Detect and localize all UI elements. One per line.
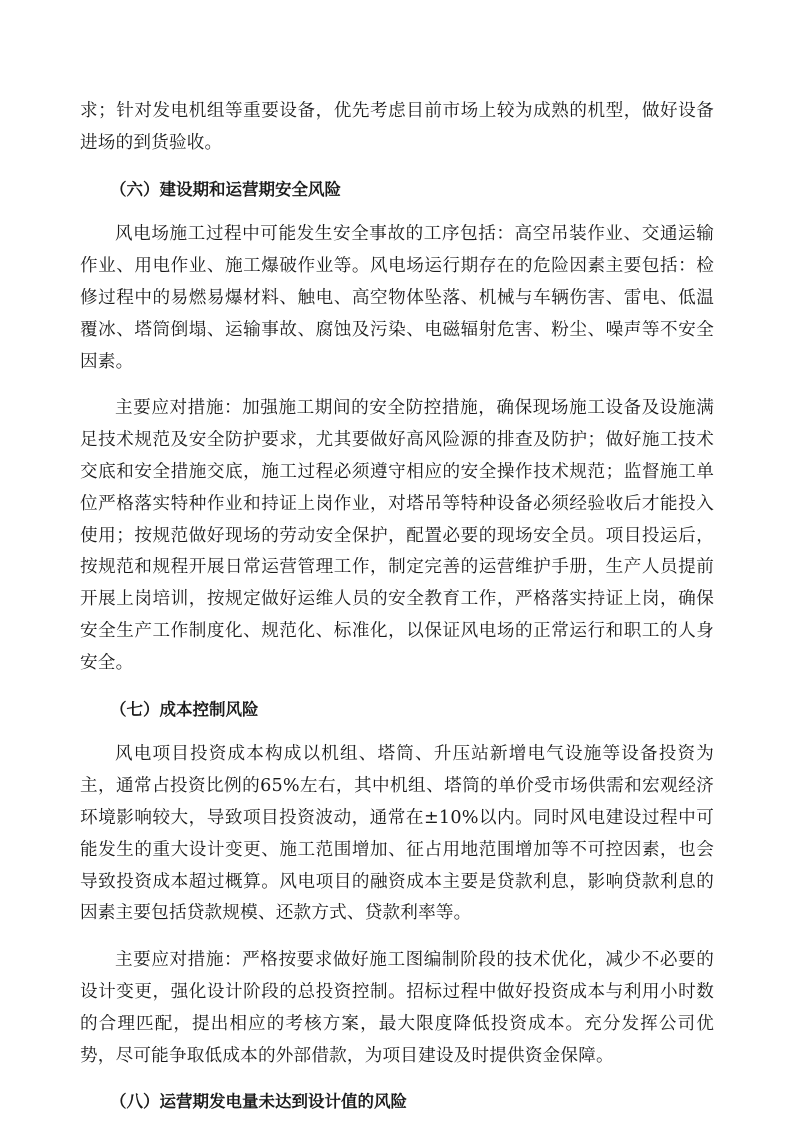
heading-cost-control-risk: （七）成本控制风险 [110, 699, 259, 719]
document-page [80, 96, 714, 1118]
paragraph-cost-measures: 主要应对措施：严格按要求做好施工图编制阶段的技术优化，减少不必要的设计变更，强化设计阶段的总投资控制。招标过程中做好投资成本与利用小时数的合理匹配，提出相应的考核方案，最大限度降低投资成本。充分发挥公司优势，尽可能争取低成本的外部借款，为项目建设及时提供资金保障。 [80, 950, 714, 1066]
paragraph-cost-composition: 风电项目投资成本构成以机组、塔筒、升压站新增电气设施等设备投资为主，通常占投资比例的65%左右，其中机组、塔筒的单价受市场供需和宏观经济环境影响较大，导致项目投资波动，通常在±10%以内。同时风电建设过程中可能发生的重大设计变更、施工范围增加、征占用地范围增加等不可控因素，也会导致投资成本超过概算。风电项目的融资成本主要是贷款利息，影响贷款利息的因素主要包括贷款规模、还款方式、贷款利率等。 [80, 744, 714, 924]
heading-generation-shortfall-risk: （八）运营期发电量未达到设计值的风险 [110, 1092, 407, 1112]
heading-safety-risk: （六）建设期和运营期安全风险 [110, 179, 341, 199]
paragraph-safety-measures: 主要应对措施：加强施工期间的安全防控措施，确保现场施工设备及设施满足技术规范及安全防护要求，尤其要做好高风险源的排查及防护；做好施工技术交底和安全措施交底，施工过程必须遵守相应的安全操作技术规范；监督施工单位严格落实特种作业和持证上岗作业，对塔吊等特种设备必须经验收后才能投入使用；按规范做好现场的劳动安全保护，配置必要的现场安全员。项目投运后，按规范和规程开展日常运营管理工作，制定完善的运营维护手册，生产人员提前开展上岗培训，按规定做好运维人员的安全教育工作，严格落实持证上岗，确保安全生产工作制度化、规范化、标准化，以保证风电场的正常运行和职工的人身安全。 [80, 398, 714, 673]
paragraph-safety-hazards: 风电场施工过程中可能发生安全事故的工序包括：高空吊装作业、交通运输作业、用电作业、施工爆破作业等。风电场运行期存在的危险因素主要包括：检修过程中的易燃易爆材料、触电、高空物体坠落、机械与车辆伤害、雷电、低温覆冰、塔筒倒塌、运输事故、腐蚀及污染、电磁辐射危害、粉尘、噪声等不安全因素。 [80, 224, 714, 372]
paragraph-equipment-acceptance: 求；针对发电机组等重要设备，优先考虑目前市场上较为成熟的机型，做好设备进场的到货验收。 [80, 101, 714, 153]
